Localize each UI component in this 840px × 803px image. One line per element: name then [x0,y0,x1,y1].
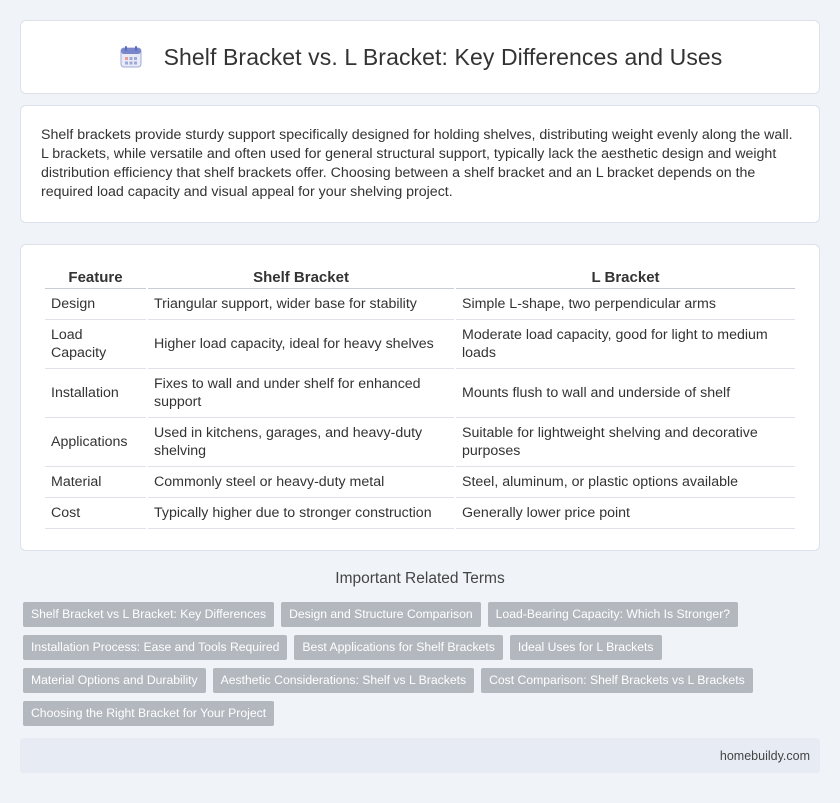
table-header-row [45,267,795,289]
related-term-tag[interactable]: Material Options and Durability [23,668,206,693]
related-term-tag[interactable]: Best Applications for Shelf Brackets [294,635,502,660]
intro-card [20,105,820,223]
title-card [20,20,820,94]
shelf-bracket-cell: Typically higher due to stronger construction [148,498,454,529]
table-row [45,289,795,320]
table-row [45,418,795,467]
related-term-tag[interactable]: Ideal Uses for L Brackets [510,635,662,660]
header-shelf-bracket: Shelf Bracket [148,267,454,289]
related-terms-title: Important Related Terms [335,570,505,587]
table-row [45,498,795,529]
l-bracket-cell: Suitable for lightweight shelving and decorative purposes [456,418,795,467]
l-bracket-cell: Generally lower price point [456,498,795,529]
related-term-tag[interactable]: Load-Bearing Capacity: Which Is Stronger? [488,602,738,627]
l-bracket-cell: Simple L-shape, two perpendicular arms [456,289,795,320]
l-bracket-cell: Moderate load capacity, good for light to medium loads [456,320,795,369]
shelf-bracket-cell: Commonly steel or heavy-duty metal [148,467,454,498]
table-row [45,369,795,418]
header-l-bracket: L Bracket [456,267,795,289]
shelf-bracket-cell: Used in kitchens, garages, and heavy-duty shelving [148,418,454,467]
l-bracket-cell: Mounts flush to wall and underside of shelf [456,369,795,418]
l-bracket-cell: Steel, aluminum, or plastic options available [456,467,795,498]
related-terms-tags [20,602,820,726]
feature-cell: Load Capacity [45,320,146,369]
related-term-tag[interactable]: Shelf Bracket vs L Bracket: Key Differences [23,602,274,627]
feature-cell: Design [45,289,146,320]
header-feature: Feature [45,267,146,289]
page-title: Shelf Bracket vs. L Bracket: Key Differences and Uses [163,43,723,70]
comparison-table-card [20,244,820,551]
table-row [45,467,795,498]
feature-cell: Installation [45,369,146,418]
comparison-table [43,267,797,529]
feature-cell: Cost [45,498,146,529]
feature-cell: Material [45,467,146,498]
related-term-tag[interactable]: Aesthetic Considerations: Shelf vs L Brackets [213,668,474,693]
footer [20,738,820,773]
intro-paragraph: Shelf brackets provide sturdy support specifically designed for holding shelves, distributing weight evenly along the wall. L brackets, while versatile and often used for general structural support, typically lack the aesthetic design and weight distribution efficiency that shelf brackets offer. Choosing between a shelf bracket and an L bracket depends on the required load capacity and visual appeal for your shelving project. [41,127,793,200]
table-row [45,320,795,369]
related-term-tag[interactable]: Design and Structure Comparison [281,602,481,627]
related-term-tag[interactable]: Cost Comparison: Shelf Brackets vs L Brackets [481,668,753,693]
related-term-tag[interactable]: Choosing the Right Bracket for Your Project [23,701,274,726]
calendar-icon [118,44,144,70]
feature-cell: Applications [45,418,146,467]
shelf-bracket-cell: Triangular support, wider base for stability [148,289,454,320]
footer-site-link[interactable]: homebuildy.com [719,748,810,763]
related-term-tag[interactable]: Installation Process: Ease and Tools Required [23,635,287,660]
shelf-bracket-cell: Higher load capacity, ideal for heavy shelves [148,320,454,369]
shelf-bracket-cell: Fixes to wall and under shelf for enhanced support [148,369,454,418]
related-terms-section [20,570,820,726]
